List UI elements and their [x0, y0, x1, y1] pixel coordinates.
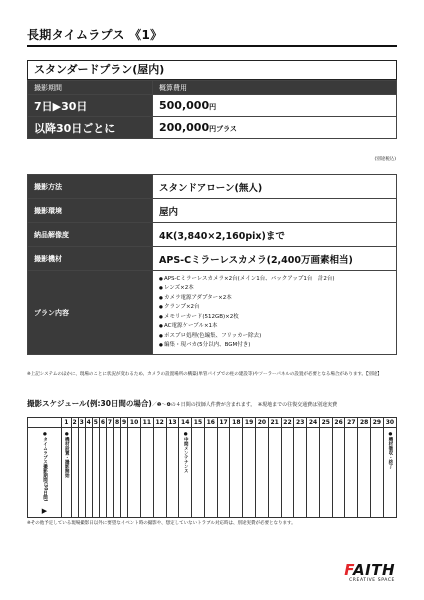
pricing-suffix: 円プラス: [209, 125, 237, 133]
schedule-title-note: ／❶～❹の４日間の技師人件費が含まれます。 ※現地までの往復交通費は別途実費: [151, 402, 338, 408]
logo-tagline: CREATIVE SPACE: [349, 578, 395, 583]
schedule-day-number: 26: [332, 418, 345, 428]
schedule-title-main: 撮影スケジュール(例:30日間の場合): [27, 399, 152, 408]
plan-item: ● ポスプロ処理(色編集、フリッカー除去): [159, 332, 396, 342]
pricing-row: [28, 117, 397, 139]
schedule-day-number: 7: [107, 419, 113, 426]
schedule-day-number: 20: [256, 418, 269, 428]
schedule-day-number: 23: [294, 418, 307, 428]
schedule-day-cell: [192, 428, 205, 518]
plan-item: ● AC電源ケーブル×1本: [159, 322, 396, 332]
schedule-body-row: [28, 428, 397, 518]
spec-label: 撮影方法: [28, 175, 153, 199]
title-rule: [27, 45, 397, 47]
extra-cost-note: ※その他予定している現場撮影日以外に要望なイベント時の撮影や、想定していないトラブル対応時は、別途実費が必要となります。: [27, 521, 296, 526]
schedule-day-cell: [358, 428, 371, 518]
pricing-row: [28, 95, 397, 117]
schedule-title: [27, 398, 337, 409]
spec-value: スタンドアローン(無人): [153, 175, 397, 199]
pricing-header-fee: 概算費用: [153, 81, 397, 95]
spec-label: 納品解像度: [28, 223, 153, 247]
plan-item: ● 編集・現バカ(5分以内、BGM付き): [159, 341, 396, 351]
schedule-day-row: [28, 418, 397, 428]
page-title: 長期タイムラプス 《1》: [27, 28, 163, 42]
schedule-day-cell: [85, 428, 92, 518]
schedule-day-cell: [106, 428, 113, 518]
spec-value: 4K(3,840×2,160pix)まで: [153, 223, 397, 247]
spec-row: [28, 223, 397, 247]
schedule-day-cell: [140, 428, 153, 518]
plan-item: ● クランプ×2台: [159, 303, 396, 313]
plan-item: ● APS-Cミラーレスカメラ×2台(メイン1台、バックアップ1台 計2台): [159, 275, 396, 285]
faith-logo: [344, 563, 395, 583]
schedule-day-number: 19: [243, 418, 256, 428]
equipment-note: ※上記システムのほかに、現場のことに状況が変わるため、カメラの設置場所の構築(単管パイプでの柱の建設等)やソーラーパネルの設置が必要となる場合があります。【別途】: [27, 372, 382, 377]
spec-label: プラン内容: [28, 271, 153, 355]
schedule-row-label: ●タイムラプス撮影期間(30日間): [42, 432, 48, 502]
schedule-day-cell: [371, 428, 384, 518]
schedule-day-cell: [319, 428, 332, 518]
schedule-day-number: 10: [128, 418, 141, 428]
schedule-day-cell: [243, 428, 256, 518]
spec-row: [28, 271, 397, 355]
schedule-row-label-cell: [28, 428, 62, 518]
spec-label: 撮影環境: [28, 199, 153, 223]
pricing-amount: 500,000: [159, 99, 210, 112]
schedule-day-number: 8: [114, 419, 120, 426]
schedule-day-number: 9: [122, 419, 127, 426]
schedule-day-number: 4: [86, 419, 91, 426]
schedule-day-cell: [230, 428, 243, 518]
pricing-suffix: 円: [209, 103, 217, 111]
pricing-header-period: 撮影期間: [28, 81, 153, 95]
pricing-fee: [153, 95, 397, 117]
tax-note: (別途税込): [374, 157, 396, 162]
arrow-right-icon: ▶: [41, 507, 48, 516]
schedule-day-number: 6: [100, 419, 105, 426]
schedule-day-cell: [92, 428, 99, 518]
spec-row: [28, 247, 397, 271]
schedule-day-cell: [345, 428, 358, 518]
schedule-day-cell: [128, 428, 141, 518]
plan-items: [153, 271, 397, 355]
schedule-day-number: 28: [358, 418, 371, 428]
schedule-day-cell: [78, 428, 85, 518]
schedule-event-label: ●中間メンテナンス: [183, 432, 189, 473]
schedule-day-cell: [383, 428, 396, 518]
schedule-table: [27, 417, 397, 518]
schedule-day-number: 11: [140, 418, 153, 428]
schedule-day-cell: [307, 428, 320, 518]
schedule-day-cell: [121, 428, 128, 518]
schedule-day-number: 2: [72, 419, 77, 426]
schedule-day-cell: [179, 428, 192, 518]
schedule-day-number: 14: [179, 418, 192, 428]
schedule-event-label: ●機材設置・撮影開始: [64, 432, 70, 478]
schedule-day-number: 1: [62, 418, 72, 428]
schedule-day-cell: [204, 428, 217, 518]
schedule-day-number: 15: [192, 418, 205, 428]
schedule-day-cell: [217, 428, 230, 518]
schedule-day-cell: [62, 428, 72, 518]
schedule-day-cell: [332, 428, 345, 518]
pricing-fee: [153, 117, 397, 139]
spec-label: 撮影機材: [28, 247, 153, 271]
schedule-day-number: 29: [371, 418, 384, 428]
spec-value: APS-Cミラーレスカメラ(2,400万画素相当): [153, 247, 397, 271]
schedule-day-number: 16: [204, 418, 217, 428]
schedule-corner-cell: [28, 418, 62, 428]
schedule-day-number: 27: [345, 418, 358, 428]
schedule-day-number: 25: [319, 418, 332, 428]
pricing-amount: 200,000: [159, 121, 210, 134]
logo-brand: FAITH: [344, 561, 395, 579]
plan-name: スタンダードプラン(屋内): [27, 60, 397, 80]
spec-table: [27, 174, 397, 355]
spec-value: 屋内: [153, 199, 397, 223]
schedule-day-cell: [99, 428, 106, 518]
pricing-table: [27, 80, 397, 139]
spec-row: [28, 199, 397, 223]
schedule-day-number: 22: [281, 418, 294, 428]
schedule-day-cell: [281, 428, 294, 518]
spec-row: [28, 175, 397, 199]
plan-item: ● カメラ電源アダプター×2本: [159, 294, 396, 304]
plan-item: ● メモリーカード(512GB)×2枚: [159, 313, 396, 323]
schedule-day-cell: [256, 428, 269, 518]
schedule-event-label: ●機材撤収・終了: [387, 432, 393, 469]
schedule-day-number: 30: [383, 418, 396, 428]
plan-item: ● レンズ×2本: [159, 284, 396, 294]
schedule-day-number: 21: [268, 418, 281, 428]
schedule-day-cell: [166, 428, 179, 518]
schedule-day-number: 17: [217, 418, 230, 428]
schedule-day-number: 3: [79, 419, 84, 426]
schedule-day-cell: [71, 428, 78, 518]
schedule-day-number: 5: [93, 419, 98, 426]
schedule-day-cell: [268, 428, 281, 518]
schedule-day-number: 24: [307, 418, 320, 428]
schedule-day-number: 12: [153, 418, 166, 428]
schedule-day-number: 13: [166, 418, 179, 428]
schedule-day-cell: [294, 428, 307, 518]
schedule-day-cell: [153, 428, 166, 518]
schedule-day-number: 18: [230, 418, 243, 428]
schedule-day-cell: [114, 428, 121, 518]
pricing-period: 7日▶30日: [28, 95, 153, 117]
pricing-period: 以降30日ごとに: [28, 117, 153, 139]
